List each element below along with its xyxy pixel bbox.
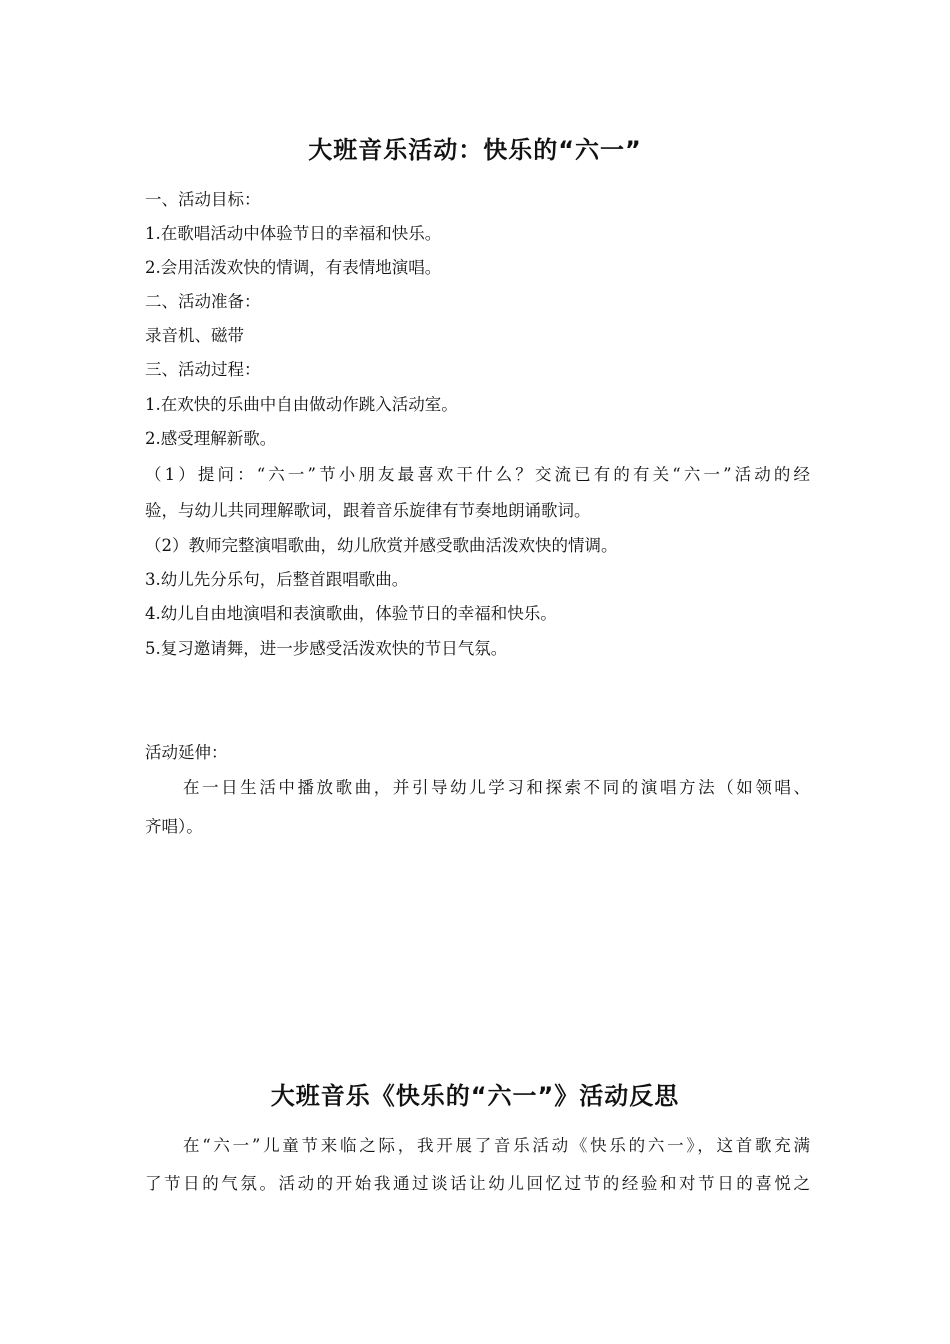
process-step: 3.幼儿先分乐句，后整首跟唱歌曲。 <box>145 570 409 589</box>
goal-item: 2.会用活泼欢快的情调，有表情地演唱。 <box>145 258 442 277</box>
page-title: 大班音乐活动：快乐的“六一” <box>308 136 642 164</box>
section-heading-preparation: 二、活动准备： <box>145 292 261 311</box>
section-heading-extension: 活动延伸： <box>145 743 228 762</box>
section-heading-goals: 一、活动目标： <box>145 190 261 209</box>
process-step: 5.复习邀请舞，进一步感受活泼欢快的节日气氛。 <box>145 639 508 658</box>
process-step: 2.感受理解新歌。 <box>145 429 277 448</box>
reflection-paragraph-continued: 了节日的气氛。活动的开始我通过谈话让幼儿回忆过节的经验和对节日的喜悦之 <box>145 1174 810 1193</box>
process-step: 1.在欢快的乐曲中自由做动作跳入活动室。 <box>145 395 458 414</box>
extension-text: 在一日生活中播放歌曲，并引导幼儿学习和探索不同的演唱方法（如领唱、 <box>183 778 810 797</box>
preparation-items: 录音机、磁带 <box>145 326 244 345</box>
goal-item: 1.在歌唱活动中体验节日的幸福和快乐。 <box>145 224 442 243</box>
extension-text-continued: 齐唱）。 <box>145 817 203 836</box>
section-heading-process: 三、活动过程： <box>145 360 261 379</box>
process-step: 4.幼儿自由地演唱和表演歌曲，体验节日的幸福和快乐。 <box>145 604 557 623</box>
process-substep: （2）教师完整演唱歌曲，幼儿欣赏并感受歌曲活泼欢快的情调。 <box>145 536 618 555</box>
process-substep-continued: 验，与幼儿共同理解歌词，跟着音乐旋律有节奏地朗诵歌词。 <box>145 501 591 520</box>
process-substep: （1）提问：“六一”节小朋友最喜欢干什么？交流已有的有关“六一”活动的经 <box>145 465 810 484</box>
reflection-title: 大班音乐《快乐的“六一”》活动反思 <box>270 1082 680 1110</box>
reflection-paragraph: 在“六一”儿童节来临之际，我开展了音乐活动《快乐的六一》，这首歌充满 <box>183 1136 810 1155</box>
